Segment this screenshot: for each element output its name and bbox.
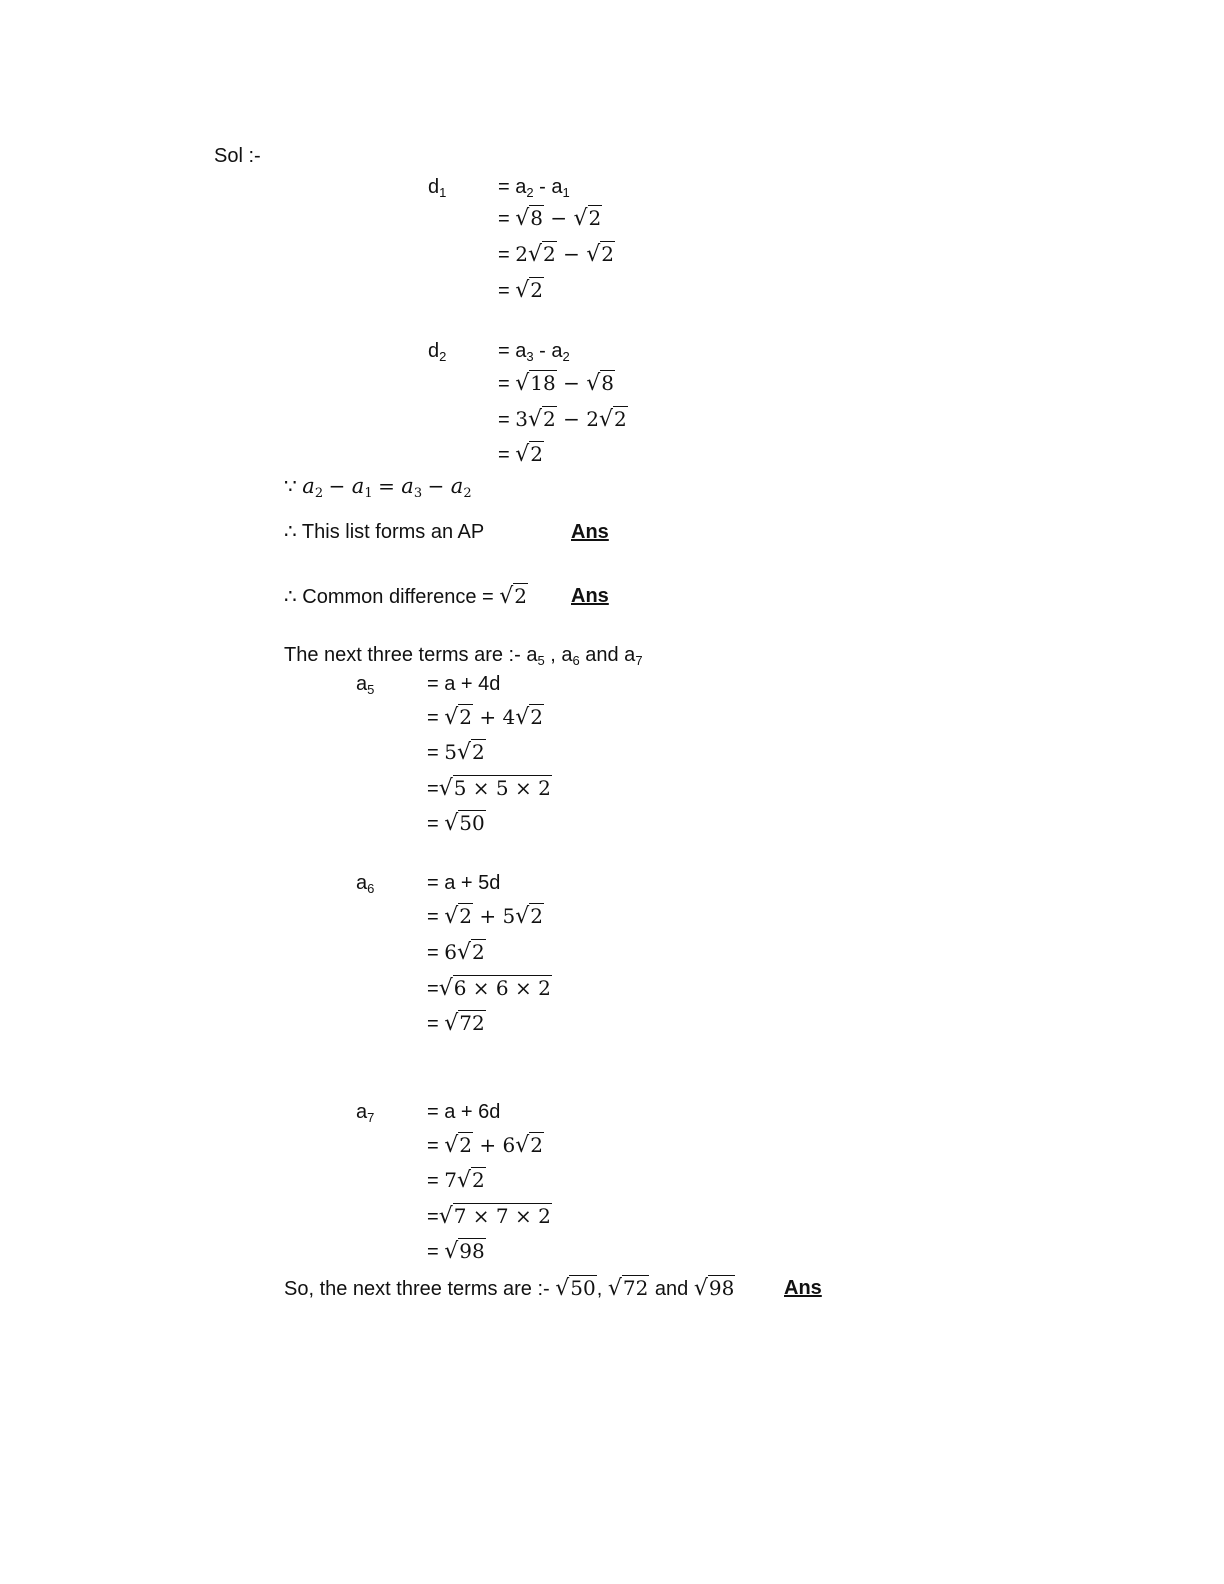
d2-line-2: = √18 − √8 [498,371,614,396]
conclusion-ap: ∴ This list forms an AP [284,521,485,543]
because-statement: ∵ $a_2 - a_1 = a_3 - a_2$ [284,474,472,501]
a6-line-1: = a + 5d [427,872,501,894]
d2-letter: d [428,340,440,362]
a5-line-5: = √50 [427,811,485,836]
a7-line-5: = √98 [427,1239,485,1264]
d1-label [428,175,446,205]
a7-line-3: = 7√2 [427,1168,485,1193]
final-text: So, the next three terms are :- [284,1278,556,1300]
a7-letter: a [356,1101,368,1123]
a5-subscript: 5 [367,682,375,697]
a5-line-3: = 5√2 [427,740,485,765]
conclusion-common-difference: ∴ Common difference = √2 [284,584,527,609]
d2-label [428,339,446,369]
final-answer-line: So, the next three terms are :- √50, √72 and √98 [284,1276,735,1301]
common-difference-text: ∴ Common difference = [284,586,500,608]
d1-subscript: 1 [439,185,447,200]
a7-line-4: =√7 × 7 × 2 [427,1204,551,1229]
a6-letter: a [356,872,368,894]
a6-line-2: = √2 + 5√2 [427,904,543,929]
a6-line-3: = 6√2 [427,940,485,965]
a6-line-5: = √72 [427,1011,485,1036]
a5-line-1: = a + 4d [427,673,501,695]
a6-subscript: 6 [367,881,375,896]
d1-letter: d [428,176,440,198]
ans-label-final: Ans [784,1277,822,1299]
d1-line-1: = $a_2 - a_1$ [498,176,570,200]
a5-line-4: =√5 × 5 × 2 [427,776,551,801]
d1-line-3: = 2√2 − √2 [498,242,614,267]
d2-line-4: = √2 [498,442,544,467]
a7-label [356,1100,374,1130]
a6-label [356,871,374,901]
final-sep-2: and [649,1278,694,1300]
a7-line-1: = a + 6d [427,1101,501,1123]
d2-line-1: = $a_3 - a_2$ [498,340,570,364]
solution-heading: Sol :- [214,145,261,167]
a6-line-4: =√6 × 6 × 2 [427,976,551,1001]
final-sep-1: , [596,1278,608,1300]
d1-line-2: = √8 − √2 [498,206,602,231]
ans-label-ap: Ans [571,521,609,543]
a5-line-2: = √2 + 4√2 [427,705,543,730]
d1-line-4: = √2 [498,278,544,303]
a7-line-2: = √2 + 6√2 [427,1133,543,1158]
a7-subscript: 7 [367,1110,375,1125]
next-terms-intro: The next three terms are :- $a_5$ , $a_6$ and $a_7$ [284,644,643,668]
a5-letter: a [356,673,368,695]
d2-subscript: 2 [439,349,447,364]
ans-label-cd: Ans [571,585,609,607]
a5-label [356,672,374,702]
d2-line-3: = 3√2 − 2√2 [498,407,627,432]
